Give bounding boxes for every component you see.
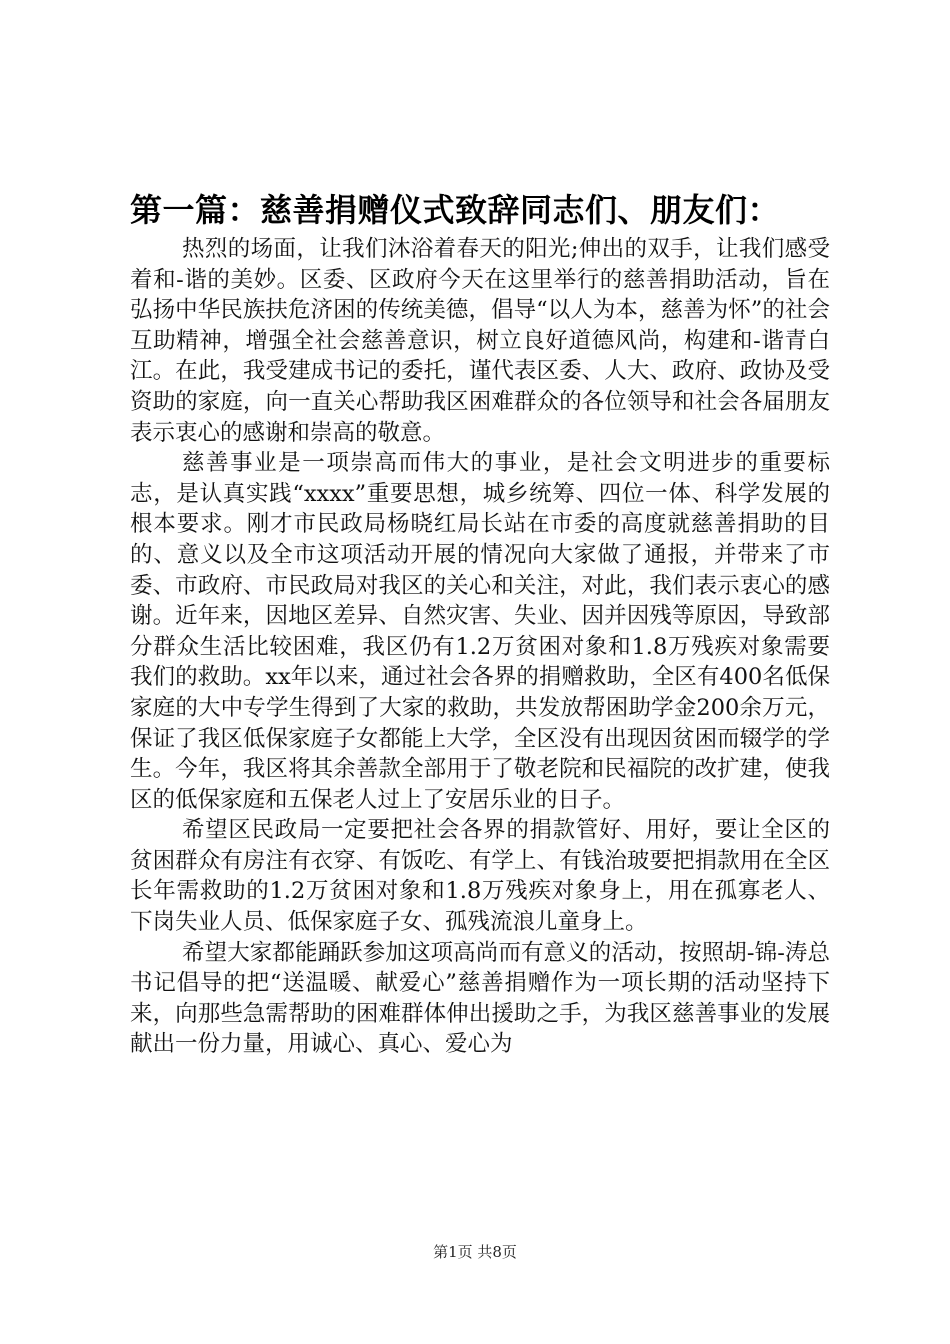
- document-body: [130, 234, 830, 1060]
- paragraph-4: 希望大家都能踊跃参加这项高尚而有意义的活动，按照胡-锦-涛总书记倡导的把“送温暖、献爱心”慈善捐赠作为一项长期的活动坚持下来，向那些急需帮助的困难群体伸出援助之手，为我区慈善事业的发展献出一份力量，用诚心、真心、爱心为: [130, 939, 830, 1058]
- document-title: 第一篇：慈善捐赠仪式致辞同志们、朋友们：: [130, 191, 781, 229]
- paragraph-1: 热烈的场面，让我们沐浴着春天的阳光;伸出的双手，让我们感受着和-谐的美妙。区委、区政府今天在这里举行的慈善捐助活动，旨在弘扬中华民族扶危济困的传统美德，倡导“以人为本，慈善为怀”的社会互助精神，增强全社会慈善意识，树立良好道德风尚，构建和-谐青白江。在此，我受建成书记的委托，谨代表区委、人大、政府、政协及受资助的家庭，向一直关心帮助我区困难群众的各位领导和社会各届朋友表示衷心的感谢和崇高的敬意。: [130, 236, 830, 446]
- paragraph-3: 希望区民政局一定要把社会各界的捐款管好、用好，要让全区的贫困群众有房注有衣穿、有饭吃、有学上、有钱治玻要把捐款用在全区长年需救助的1.2万贫困对象和1.8万残疾对象身上，用在孤寡老人、下岗失业人员、低保家庭子女、孤残流浪儿童身上。: [130, 817, 830, 936]
- page-number-footer: 第1页 共8页: [433, 1243, 517, 1261]
- paragraph-2: 慈善事业是一项崇高而伟大的事业，是社会文明进步的重要标志，是认真实践“xxxx”重要思想，城乡统筹、四位一体、科学发展的根本要求。刚才市民政局杨晓红局长站在市委的高度就慈善捐助的目的、意义以及全市这项活动开展的情况向大家做了通报，并带来了市委、市政府、市民政局对我区的关心和关注，对此，我们表示衷心的感谢。近年来，因地区差异、自然灾害、失业、因并因残等原因，导致部分群众生活比较困难，我区仍有1.2万贫困对象和1.8万残疾对象需要我们的救助。xx年以来，通过社会各界的捐赠救助，全区有400名低保家庭的大中专学生得到了大家的救助，共发放帮困助学金200余万元，保证了我区低保家庭子女都能上大学，全区没有出现因贫困而辍学的学生。今年，我区将其余善款全部用于了敬老院和民福院的改扩建，使我区的低保家庭和五保老人过上了安居乐业的日子。: [130, 450, 830, 813]
